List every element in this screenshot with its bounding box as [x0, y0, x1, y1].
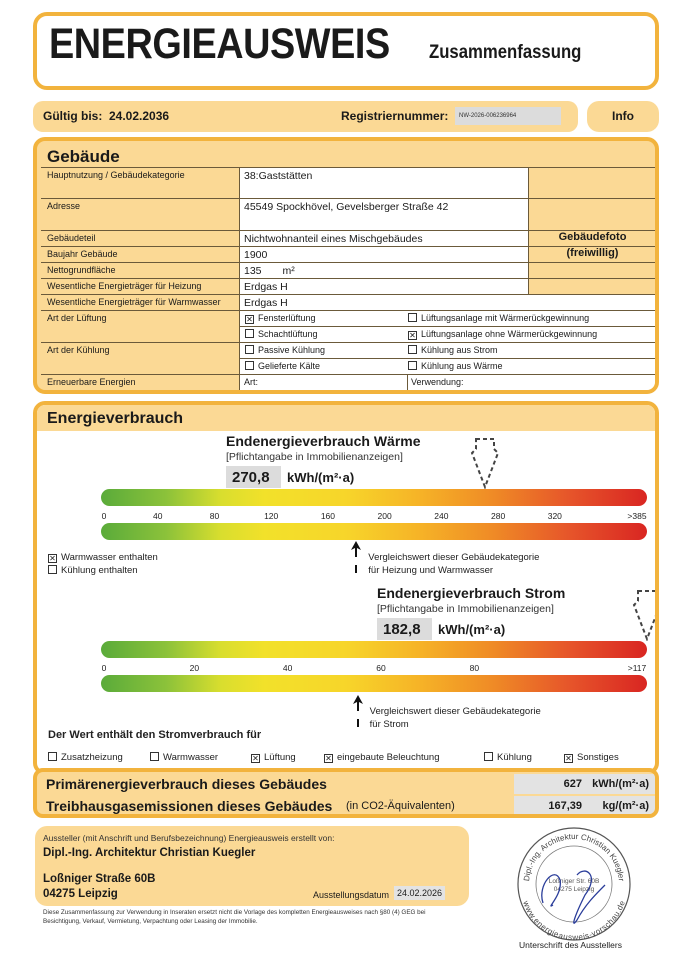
ventilation-option[interactable]: Lüftungsanlage mit Wärmerückgewinnung [408, 313, 589, 323]
checkbox-icon[interactable] [48, 565, 57, 574]
document-title: ENERGIEAUSWEIS [49, 20, 390, 68]
scale-tick-label: 40 [152, 511, 163, 521]
valid-until-label: Gültig bis: [43, 109, 103, 123]
title-box [33, 12, 659, 90]
row-label: Gebäudeteil [47, 233, 96, 243]
checkbox-icon[interactable] [408, 313, 417, 322]
ghg-value-cell [514, 796, 655, 816]
electricity-include-option[interactable]: Warmwasser [150, 751, 218, 764]
floor-area-value [239, 263, 529, 278]
ventilation-option[interactable]: Schachtlüftung [245, 329, 318, 339]
building-photo-placeholder [530, 167, 655, 310]
svg-text:Dipl.-Ing. Architektur Christi: Dipl.-Ing. Architektur Christian Kuegler [522, 831, 626, 882]
ventilation-option[interactable]: ✕ Fensterlüftung [246, 313, 316, 324]
floor-area-number: 135 [244, 265, 262, 277]
row-label: Adresse [47, 201, 81, 211]
registration-label: Registriernummer: [341, 109, 449, 123]
ventilation-row [41, 310, 655, 342]
electricity-comparison-text: Vergleichswert dieser Gebäudekategorie für Strom [369, 706, 541, 730]
scale-tick-label: 0 [101, 511, 107, 521]
row-label: Hauptnutzung / Gebäudekategorie [47, 170, 185, 180]
ghg-label: Treibhausgasemissionen dieses Gebäudes [46, 798, 333, 814]
row-label: Wesentliche Energieträger für Warmwasser [47, 297, 221, 307]
scale-tick-label: 160 [320, 511, 335, 521]
scale-tick-label: 200 [377, 511, 392, 521]
electricity-unit: kWh/(m²·a) [438, 622, 506, 637]
renewables-type-label: Art: [244, 377, 259, 387]
building-category-value: 38:Gaststätten [239, 168, 529, 198]
renewables-usage-label: Verwendung: [411, 377, 464, 387]
scale-tick-label: 320 [547, 511, 562, 521]
renewables-values [239, 375, 655, 394]
electricity-subtitle: [Pflichtangabe in Immobilienanzeigen] [377, 603, 554, 615]
svg-text:Loßniger Str. 60B: Loßniger Str. 60B [548, 878, 600, 885]
scale-tick-label: 240 [434, 511, 449, 521]
electricity-scale-bar-top [101, 641, 647, 658]
checkbox-checked-icon[interactable]: ✕ [565, 754, 572, 763]
building-section-title: Gebäude [47, 147, 120, 166]
issue-date-label: Ausstellungsdatum [313, 890, 390, 900]
svg-text:www.energieausweis-vorschau.de: www.energieausweis-vorschau.de [521, 899, 627, 943]
divider [407, 375, 408, 394]
checkbox-checked-icon[interactable]: ✕ [409, 331, 416, 340]
issuer-street: Loßniger Straße 60B [43, 873, 156, 885]
checkbox-checked-icon[interactable]: ✕ [325, 754, 332, 763]
building-section [33, 137, 659, 394]
electricity-title: Endenergieverbrauch Strom [377, 585, 566, 601]
cooling-option[interactable]: Kühlung aus Strom [408, 345, 498, 355]
checkbox-checked-icon[interactable]: ✕ [252, 754, 259, 763]
energy-section-title: Energieverbrauch [47, 410, 184, 427]
heat-value-marker-icon [470, 437, 500, 489]
hot-water-carrier-value: Erdgas H [239, 295, 655, 310]
row-label: Erneuerbare Energien [47, 377, 136, 387]
summary-section [33, 768, 659, 818]
primary-energy-label: Primärenergieverbrauch dieses Gebäudes [46, 776, 327, 792]
checkbox-icon[interactable] [408, 345, 417, 354]
heat-scale-bar-top [101, 489, 647, 506]
heat-comparison-text: Vergleichswert dieser Gebäudekategorie für Heizung und Warmwasser [368, 552, 540, 576]
scale-tick-label: 80 [469, 663, 480, 673]
photo-label: Gebäudefoto [558, 231, 627, 243]
heat-comparison-arrow-icon [351, 541, 361, 575]
address-value: 45549 Spockhövel, Gevelsberger Straße 42 [239, 199, 529, 230]
primary-energy-value-cell [514, 774, 655, 794]
ghg-unit: kg/(m²·a) [602, 800, 649, 812]
info-button[interactable]: Info [587, 101, 659, 132]
signature-label: Unterschrift des Ausstellers [519, 940, 622, 950]
checkbox-checked-icon[interactable]: ✕ [49, 554, 56, 563]
electricity-value: 182,8 [377, 618, 432, 640]
heat-scale-bar-bottom [101, 523, 647, 540]
heat-value: 270,8 [226, 466, 281, 488]
electricity-include-option[interactable]: Kühlung [484, 751, 532, 764]
electricity-value-marker-icon [632, 589, 659, 641]
scale-tick-label: 60 [376, 663, 386, 673]
valid-until-date: 24.02.2036 [109, 109, 170, 123]
scale-tick-label: 40 [282, 663, 293, 673]
electricity-include-option[interactable]: Zusatzheizung [48, 751, 123, 764]
checkbox-icon[interactable] [484, 752, 493, 761]
validity-bar [33, 101, 578, 132]
cooling-option[interactable]: Gelieferte Kälte [245, 361, 320, 371]
scale-tick-label: 280 [490, 511, 506, 521]
checkbox-icon[interactable] [245, 329, 254, 338]
checkbox-checked-icon[interactable]: ✕ [246, 315, 253, 324]
construction-year-value: 1900 [239, 247, 529, 262]
row-label: Art der Kühlung [47, 345, 110, 355]
primary-energy-value: 627 [563, 778, 582, 790]
heat-include-option[interactable]: Kühlung enthalten [48, 564, 138, 577]
cooling-option[interactable]: Passive Kühlung [245, 345, 325, 355]
heat-include-option[interactable]: ✕ Warmwasser enthalten [49, 552, 158, 563]
checkbox-icon[interactable] [150, 752, 159, 761]
divider [240, 358, 656, 359]
cooling-option[interactable]: Kühlung aus Wärme [408, 361, 503, 371]
scale-tick-label: >117 [627, 663, 647, 673]
primary-energy-unit: kWh/(m²·a) [592, 778, 649, 790]
row-label: Baujahr Gebäude [47, 249, 118, 259]
heat-subtitle: [Pflichtangabe in Immobilienanzeigen] [226, 451, 403, 463]
divider [240, 326, 656, 327]
cooling-row [41, 342, 655, 374]
electricity-include-option[interactable]: ✕ eingebaute Beleuchtung [325, 752, 440, 763]
scale-tick-label: 80 [209, 511, 220, 521]
building-part-value: Nichtwohnanteil eines Mischgebäudes [239, 231, 529, 246]
heating-carrier-value: Erdgas H [239, 279, 529, 294]
checkbox-icon[interactable] [245, 345, 254, 354]
ghg-value: 167,39 [548, 800, 582, 812]
ghg-note: (in CO2-Äquivalenten) [346, 800, 455, 812]
primary-energy-row [37, 774, 655, 794]
photo-optional-label: (freiwillig) [566, 247, 619, 259]
issue-date-value: 24.02.2026 [394, 886, 445, 900]
disclaimer-text: Diese Zusammenfassung zur Verwendung in Inseraten ersetzt nicht die Vorlage des kompletten Energieausweises nach §80 (4) GEG bei Besichtigung, Verkauf, Vermietung, Verpachtung oder Leasing der Immobilie. [43, 909, 426, 925]
scale-tick-label: >385 [627, 511, 647, 521]
electricity-scale-bar-bottom [101, 675, 647, 692]
electricity-includes-title: Der Wert enthält den Stromverbrauch für [48, 729, 262, 741]
issuer-city: 04275 Leipzig [43, 888, 118, 900]
energy-section [33, 401, 659, 775]
heat-unit: kWh/(m²·a) [287, 470, 355, 485]
row-label: Wesentliche Energieträger für Heizung [47, 281, 202, 291]
cooling-options [239, 343, 655, 374]
checkbox-icon[interactable] [408, 361, 417, 370]
row-label: Nettogrundfläche [47, 265, 116, 275]
issuer-section [35, 826, 469, 906]
energy-header [37, 405, 655, 431]
issuer-intro: Aussteller (mit Anschrift und Berufsbezeichnung) Energieausweis erstellt von: [43, 833, 335, 843]
scale-tick-label: 20 [189, 663, 200, 673]
heat-title: Endenergieverbrauch Wärme [226, 433, 421, 449]
floor-area-unit: m² [282, 265, 295, 277]
svg-text:04275 Leipzig: 04275 Leipzig [553, 886, 595, 893]
electricity-include-option[interactable]: ✕ Lüftung [252, 752, 296, 763]
renewables-row [41, 374, 655, 394]
checkbox-icon[interactable] [48, 752, 57, 761]
ventilation-option[interactable]: ✕ Lüftungsanlage ohne Wärmerückgewinnung [409, 329, 598, 340]
issuer-name: Dipl.-Ing. Architektur Christian Kuegler [43, 847, 256, 859]
scale-tick-label: 0 [101, 663, 107, 673]
ventilation-options [239, 311, 655, 342]
document-subtitle: Zusammenfassung [429, 42, 582, 63]
row-label: Art der Lüftung [47, 313, 107, 323]
registration-number-field: NW-2026-006236964 [455, 107, 561, 125]
ghg-row [37, 796, 655, 816]
scale-tick-label: 120 [264, 511, 279, 521]
electricity-include-option[interactable]: ✕ Sonstiges [565, 752, 619, 763]
electricity-comparison-arrow-icon [353, 695, 363, 729]
issuer-stamp-icon [515, 825, 633, 943]
checkbox-icon[interactable] [245, 361, 254, 370]
